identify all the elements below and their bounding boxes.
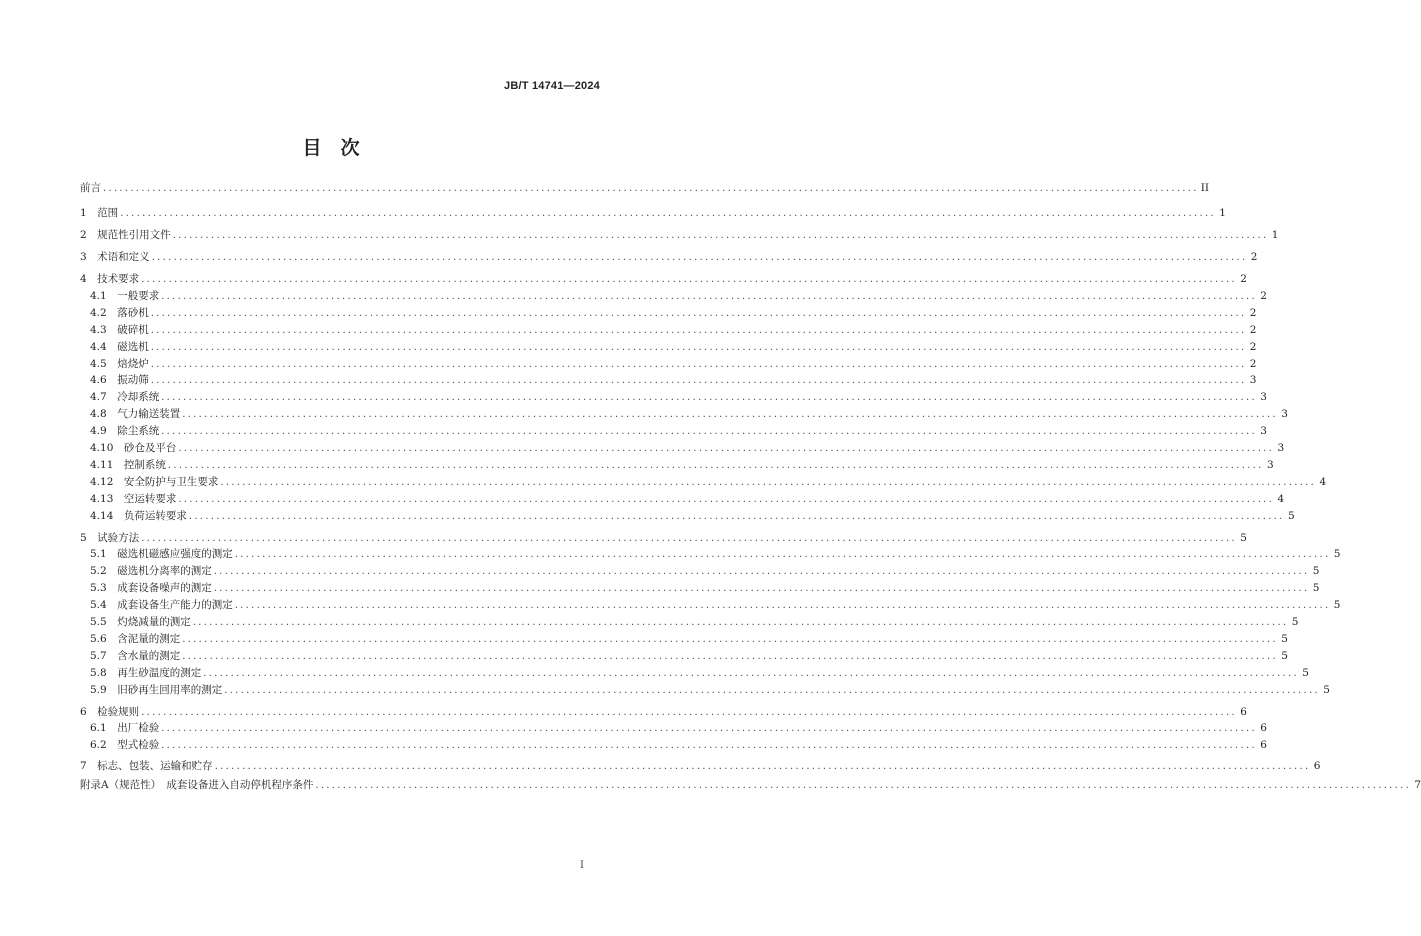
toc-entry-label: 6 检验规则: [80, 705, 140, 718]
toc-entry-page: 6: [1240, 705, 1247, 718]
toc-dot-leader: ........................................................................................................................................................................................................: [182, 633, 1278, 645]
toc-entry-page: 5: [1287, 509, 1295, 522]
toc-entry[interactable]: [80, 249, 1258, 266]
toc-entry-page: 1: [1219, 207, 1226, 219]
toc-dot-leader: ........................................................................................................................................................................................................: [178, 493, 1275, 505]
toc-entry-label: 2 规范性引用文件: [80, 229, 171, 241]
toc-dot-leader: ........................................................................................................................................................................................................: [150, 307, 1247, 319]
toc-entry-label: 6.1 出厂检验: [90, 722, 160, 735]
toc-entry[interactable]: [80, 758, 1321, 775]
toc-entry-page: 5: [1333, 599, 1341, 612]
toc-entry-label: 5 试验方法: [80, 531, 140, 544]
toc-dot-leader: ........................................................................................................................................................................................................: [182, 409, 1278, 421]
toc-dot-leader: ........................................................................................................................................................................................................: [224, 684, 1320, 696]
toc-entry[interactable]: [80, 777, 1421, 794]
toc-entry-label: 4.11 控制系统: [90, 458, 166, 471]
toc-entry-page: 3: [1260, 425, 1267, 438]
toc-entry-page: 3: [1249, 374, 1257, 387]
toc-entry[interactable]: [80, 508, 1295, 525]
toc-entry[interactable]: [80, 356, 1257, 373]
toc-dot-leader: ........................................................................................................................................................................................................: [161, 290, 1257, 302]
toc-dot-leader: ........................................................................................................................................................................................................: [188, 510, 1285, 522]
toc-entry[interactable]: [80, 665, 1309, 682]
toc-entry-page: 5: [1302, 666, 1309, 679]
toc-dot-leader: ........................................................................................................................................................................................................: [315, 780, 1412, 792]
toc-entry-label: 5.1 磁选机磁感应强度的测定: [90, 548, 233, 561]
toc-entry-label: 5.9 旧砂再生回用率的测定: [90, 683, 223, 696]
toc-dot-leader: ........................................................................................................................................................................................................: [161, 426, 1257, 438]
toc-entry-page: 3: [1281, 408, 1288, 421]
toc-entry-label: 5.7 含水量的测定: [90, 649, 181, 662]
toc-entry-page: 3: [1260, 391, 1267, 404]
toc-entry[interactable]: [80, 389, 1267, 406]
toc-entry-label: 4.3 破碎机: [90, 323, 149, 336]
toc-entry-page: 6: [1260, 739, 1267, 752]
toc-dot-leader: ........................................................................................................................................................................................................: [214, 761, 1311, 773]
toc-entry[interactable]: [80, 580, 1320, 597]
toc-entry-label: 4.2 落砂机: [90, 306, 149, 319]
toc-entry[interactable]: [80, 563, 1320, 580]
toc-dot-leader: ........................................................................................................................................................................................................: [182, 650, 1278, 662]
toc-entry-label: 4.13 空运转要求: [90, 492, 177, 505]
toc-dot-leader: ........................................................................................................................................................................................................: [161, 740, 1257, 752]
toc-dot-leader: ........................................................................................................................................................................................................: [150, 341, 1247, 353]
toc-entry[interactable]: [80, 530, 1247, 547]
toc-entry[interactable]: [80, 440, 1285, 457]
standard-code: JB/T 14741—2024: [504, 80, 600, 92]
toc-entry[interactable]: [80, 631, 1288, 648]
toc-entry-label: 4.1 一般要求: [90, 289, 160, 302]
toc-entry-page: 5: [1323, 683, 1330, 696]
toc-entry-label: 5.8 再生砂温度的测定: [90, 666, 202, 679]
toc-entry[interactable]: [80, 180, 1210, 197]
toc-entry-page: 2: [1249, 357, 1257, 370]
toc-entry-label: 4.7 冷却系统: [90, 391, 160, 404]
toc-dot-leader: ........................................................................................................................................................................................................: [213, 566, 1310, 578]
toc-dot-leader: ........................................................................................................................................................................................................: [234, 549, 1331, 561]
toc-entry[interactable]: [80, 648, 1288, 665]
toc-entry[interactable]: [80, 305, 1257, 322]
toc-dot-leader: ........................................................................................................................................................................................................: [213, 583, 1310, 595]
toc-entry-label: 5.4 成套设备生产能力的测定: [90, 599, 233, 612]
toc-entry-label: 1 范围: [80, 207, 119, 219]
toc-entry-page: 5: [1312, 582, 1320, 595]
toc-entry-page: 5: [1240, 531, 1247, 544]
toc-dot-leader: ........................................................................................................................................................................................................: [192, 617, 1289, 628]
toc-entry-label: 5.3 成套设备噪声的测定: [90, 582, 212, 595]
toc-entry[interactable]: [80, 614, 1299, 631]
toc-entry-label: 5.2 磁选机分离率的测定: [90, 565, 212, 578]
toc-entry-label: 5.6 含泥量的测定: [90, 632, 181, 645]
toc-entry[interactable]: [80, 423, 1267, 440]
toc-entry-label: 5.5 灼烧减量的测定: [90, 616, 191, 628]
toc-entry[interactable]: [80, 704, 1247, 721]
toc-entry-label: 前言: [80, 182, 101, 194]
toc-entry[interactable]: [80, 339, 1257, 356]
toc-dot-leader: ........................................................................................................................................................................................................: [234, 600, 1331, 612]
toc-entry[interactable]: [80, 682, 1330, 699]
toc-dot-leader: ........................................................................................................................................................................................................: [161, 723, 1257, 735]
toc-entry-page: 2: [1249, 340, 1257, 353]
toc-dot-leader: ........................................................................................................................................................................................................: [120, 208, 1216, 219]
toc-entry[interactable]: [80, 288, 1267, 305]
toc-entry-label: 4.14 负荷运转要求: [90, 509, 187, 522]
toc-entry-label: 4.12 安全防护与卫生要求: [90, 475, 219, 488]
toc-entry-page: 7: [1414, 779, 1421, 792]
toc-entry-page: 2: [1249, 323, 1257, 336]
toc-dot-leader: ........................................................................................................................................................................................................: [150, 358, 1247, 370]
toc-entry[interactable]: [80, 491, 1285, 508]
toc-entry-page: 6: [1260, 722, 1267, 735]
toc-entry-label: 4.9 除尘系统: [90, 425, 160, 438]
toc-entry[interactable]: [80, 546, 1341, 563]
toc-entry-page: 2: [1250, 251, 1258, 263]
toc-entry-page: 5: [1281, 632, 1288, 645]
toc-entry-label: 4 技术要求: [80, 273, 140, 285]
toc-entry-page: 5: [1281, 649, 1288, 662]
toc-entry-label: 4.6 振动筛: [90, 374, 149, 387]
toc-entry-label: 附录A（规范性） 成套设备进入自动停机程序条件: [80, 779, 314, 792]
toc-entry-page: 5: [1312, 565, 1320, 578]
toc-dot-leader: ........................................................................................................................................................................................................: [103, 183, 1199, 194]
toc-dot-leader: ........................................................................................................................................................................................................: [220, 476, 1317, 488]
toc-entry[interactable]: [80, 597, 1341, 614]
toc-entry-label: 7 标志、包装、运输和贮存: [80, 760, 213, 773]
toc-entry-label: 4.5 焙烧炉: [90, 357, 149, 370]
toc-entry[interactable]: [80, 205, 1226, 222]
toc-dot-leader: ........................................................................................................................................................................................................: [172, 230, 1269, 241]
toc-entry[interactable]: [80, 720, 1267, 737]
toc-entry-label: 4.8 气力输送装置: [90, 408, 181, 421]
toc-entry[interactable]: [80, 406, 1288, 423]
toc-entry[interactable]: [80, 737, 1267, 754]
toc-entry[interactable]: [80, 372, 1257, 389]
toc-dot-leader: ........................................................................................................................................................................................................: [141, 532, 1237, 544]
toc-dot-leader: ........................................................................................................................................................................................................: [161, 392, 1257, 404]
toc-entry-page: 5: [1291, 616, 1299, 628]
toc-entry[interactable]: [80, 271, 1247, 288]
toc-entry-page: 4: [1319, 475, 1327, 488]
toc-entry-page: 2: [1260, 289, 1267, 302]
toc-dot-leader: ........................................................................................................................................................................................................: [141, 274, 1237, 285]
page-title: 目 次: [302, 137, 360, 159]
toc-dot-leader: ........................................................................................................................................................................................................: [141, 706, 1237, 718]
toc-entry-page: 5: [1333, 548, 1341, 561]
toc-dot-leader: ........................................................................................................................................................................................................: [151, 252, 1248, 263]
toc-entry-page: 2: [1240, 273, 1247, 285]
toc-entry-page: 1: [1271, 229, 1279, 241]
toc-entry[interactable]: [80, 322, 1257, 339]
toc-dot-leader: ........................................................................................................................................................................................................: [178, 443, 1275, 454]
toc-entry-page: 3: [1266, 458, 1274, 471]
toc-entry[interactable]: [80, 227, 1279, 244]
toc-entry-page: 6: [1313, 760, 1321, 773]
toc-dot-leader: ........................................................................................................................................................................................................: [150, 324, 1247, 336]
toc-entry-page: 2: [1249, 306, 1257, 319]
toc-entry-label: 3 术语和定义: [80, 251, 150, 263]
toc-entry[interactable]: [80, 474, 1327, 491]
toc-dot-leader: ........................................................................................................................................................................................................: [167, 459, 1264, 471]
toc-entry[interactable]: [80, 457, 1274, 474]
toc-dot-leader: ........................................................................................................................................................................................................: [203, 667, 1299, 679]
toc-entry-page: 4: [1277, 492, 1285, 505]
toc-entry-page: II: [1200, 182, 1210, 194]
page-number: I: [580, 860, 584, 871]
toc-entry-label: 4.10 砂仓及平台: [90, 442, 177, 454]
toc-entry-label: 6.2 型式检验: [90, 739, 160, 752]
toc-entry-page: 3: [1277, 442, 1285, 454]
toc-dot-leader: ........................................................................................................................................................................................................: [150, 375, 1247, 387]
toc-entry-label: 4.4 磁选机: [90, 340, 149, 353]
